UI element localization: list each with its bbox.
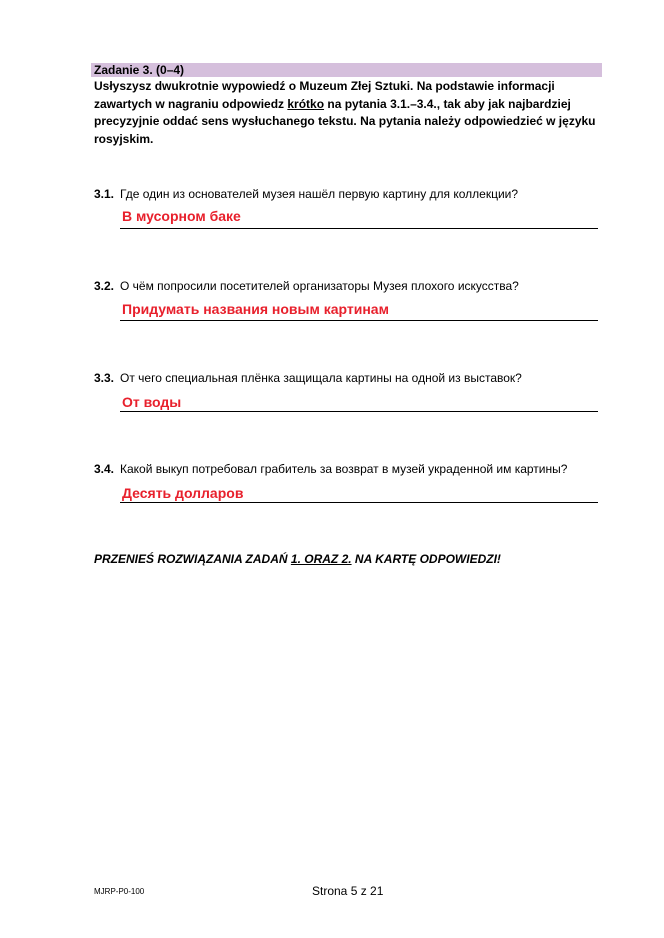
answer-line: [120, 502, 598, 503]
instructions-underlined: krótko: [287, 96, 325, 111]
transfer-instruction: [94, 552, 501, 566]
answer-text: Придумать названия новым картинам: [122, 301, 389, 317]
question-text: От чего специальная плёнка защищала картины на одной из выставок?: [120, 371, 522, 385]
question-number: 3.4.: [94, 462, 115, 476]
question-number: 3.1.: [94, 187, 115, 201]
transfer-part-1: PRZENIEŚ ROZWIĄZANIA ZADAŃ: [94, 552, 291, 566]
question-text: Где один из основателей музея нашёл первую картину для коллекции?: [120, 187, 519, 201]
answer-line: [120, 320, 598, 321]
question-text: Какой выкуп потребовал грабитель за возврат в музей украденной им картины?: [120, 462, 568, 476]
document-code: MJRP-P0-100: [94, 887, 145, 896]
transfer-part-2: NA KARTĘ ODPOWIEDZI!: [351, 552, 501, 566]
instructions-part-1: Usłyszysz dwukrotnie wypowiedź o Muzeum Złej Sztuki. Na podstawie informacji zawartych w nagraniu odpowiedz: [94, 79, 555, 111]
page-number: Strona 5 z 21: [312, 884, 384, 898]
answer-line: [120, 411, 598, 412]
answer-text: От воды: [122, 394, 182, 410]
answer-line: [120, 228, 598, 229]
answer-text: Десять долларов: [122, 485, 244, 501]
task-instructions: [94, 78, 604, 148]
task-title: Zadanie 3. (0–4): [91, 63, 602, 77]
transfer-underlined: 1. ORAZ 2.: [290, 552, 352, 566]
instructions-part-2: na pytania 3.1.–3.4., tak aby jak najbardziej precyzyjnie oddać sens wysłuchanego tekstu. Na pytania należy odpowiedzieć w języku rosyjskim.: [94, 96, 596, 146]
question-text: О чём попросили посетителей организаторы Музея плохого искусства?: [120, 279, 519, 293]
answer-text: В мусорном баке: [122, 208, 241, 224]
question-number: 3.3.: [94, 371, 115, 385]
question-number: 3.2.: [94, 279, 115, 293]
